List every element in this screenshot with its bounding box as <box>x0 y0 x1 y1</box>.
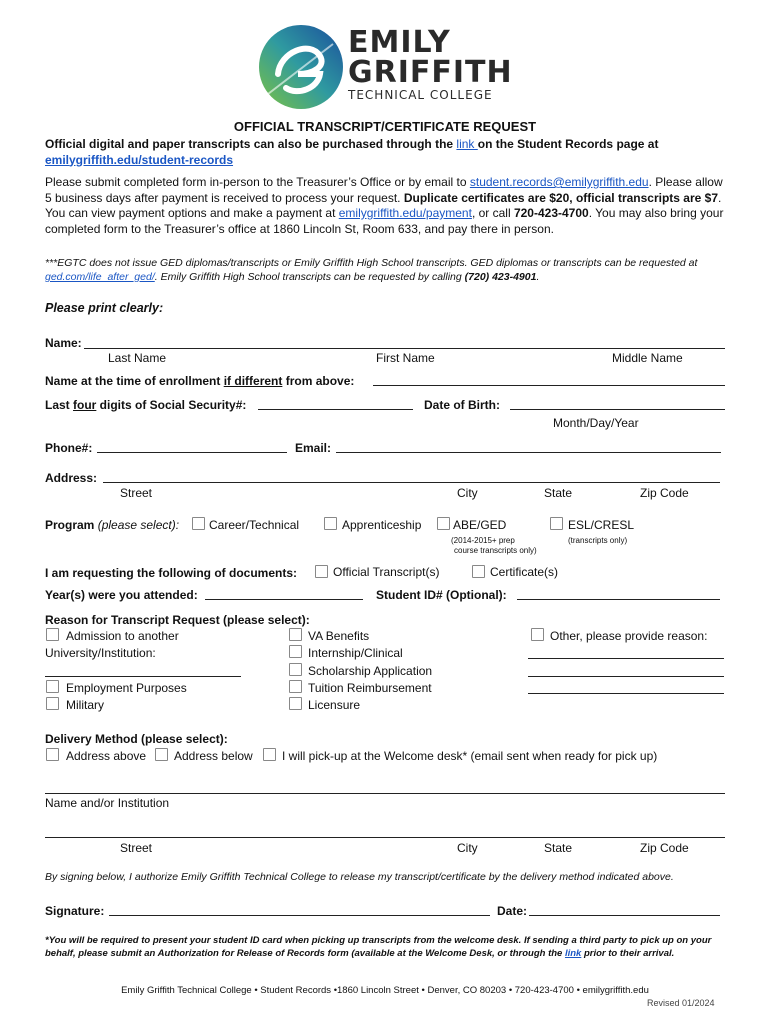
program-apprenticeship-checkbox[interactable] <box>324 517 337 530</box>
phone-label: Phone#: <box>45 441 93 455</box>
logo-line-1: EMILY <box>348 25 451 60</box>
page-footer: Emily Griffith Technical College • Student Records •1860 Lincoln Street • Denver, CO 80203 • 720-423-4700 • emilygriffith.edu <box>121 985 649 996</box>
release-form-link[interactable]: link <box>564 948 582 959</box>
reason-employment-label: Employment Purposes <box>66 681 187 695</box>
para-text-3: . You can view payment options and make a payment at <box>45 190 722 220</box>
student-id-label: Student ID# (Optional): <box>376 588 507 602</box>
reason-other-label: Other, please provide reason: <box>550 629 708 643</box>
note-text-3: . <box>536 271 540 283</box>
ssn-post: digits of Social Security#: <box>96 398 247 412</box>
reason-tuition-label: Tuition Reimbursement <box>308 681 432 695</box>
enrollment-name-label <box>45 374 354 388</box>
name-institution-field[interactable] <box>45 793 725 794</box>
other-reason-field-3[interactable] <box>528 693 724 694</box>
program-esl-checkbox[interactable] <box>550 517 563 530</box>
program-hint: (please select): <box>94 518 180 532</box>
payment-link[interactable]: emilygriffith.edu/payment <box>338 206 472 220</box>
signature-field[interactable] <box>109 915 490 916</box>
enrollment-name-field[interactable] <box>373 385 725 386</box>
program-career-label: Career/Technical <box>209 518 300 532</box>
para-text-2: . Please allow 5 business days after payment is received to process your request. <box>45 175 723 205</box>
name-institution-caption: Name and/or Institution <box>45 796 170 810</box>
dob-label: Date of Birth: <box>424 398 500 412</box>
email-field[interactable] <box>336 452 721 453</box>
zip-caption-2: Zip Code <box>640 841 689 855</box>
reason-licensure-label: Licensure <box>308 698 361 712</box>
fee-text: Duplicate certificates are $20, official transcripts are $7 <box>403 190 719 205</box>
pickup-footnote <box>45 934 725 960</box>
name-label: Name: <box>45 336 82 350</box>
reason-admission-label: Admission to another <box>66 629 179 643</box>
note-text-2: . Emily Griffith High School transcripts can be requested by calling <box>154 271 465 283</box>
page-title: OFFICIAL TRANSCRIPT/CERTIFICATE REQUEST <box>233 119 537 134</box>
street-caption: Street <box>120 486 153 500</box>
reason-military-checkbox[interactable] <box>46 697 59 710</box>
delivery-address-below-checkbox[interactable] <box>155 748 168 761</box>
authorization-statement: By signing below, I authorize Emily Griffith Technical College to release my transcript/certificate by the delivery method indicated above. <box>45 871 674 883</box>
student-id-field[interactable] <box>517 599 720 600</box>
state-caption: State <box>544 486 573 500</box>
program-career-checkbox[interactable] <box>192 517 205 530</box>
enroll-pre: Name at the time of enrollment <box>45 374 224 388</box>
ssn-field[interactable] <box>258 409 413 410</box>
other-reason-field-1[interactable] <box>528 658 724 659</box>
intro-text <box>45 137 725 168</box>
email-label: Email: <box>295 441 332 455</box>
state-caption-2: State <box>544 841 573 855</box>
print-clearly-label: Please print clearly: <box>45 301 164 315</box>
last-name-caption: Last Name <box>108 351 167 365</box>
reason-military-label: Military <box>66 698 104 712</box>
reason-licensure-checkbox[interactable] <box>289 697 302 710</box>
delivery-address-below-label: Address below <box>174 749 253 763</box>
note-text-1: ***EGTC does not issue GED diplomas/transcripts or Emily Griffith High School transcripts. GED diplomas or transcripts can be requested at <box>45 257 698 269</box>
instructions-paragraph <box>45 175 725 237</box>
enroll-u: if different <box>223 374 283 388</box>
zip-caption: Zip Code <box>640 486 689 500</box>
hs-phone: (720) 423-4901 <box>464 271 537 283</box>
reason-admission-label-2: University/Institution: <box>45 646 156 660</box>
street-caption-2: Street <box>120 841 153 855</box>
certificate-checkbox[interactable] <box>472 565 485 578</box>
city-caption-2: City <box>457 841 478 855</box>
reason-admission-checkbox[interactable] <box>46 628 59 641</box>
first-name-caption: First Name <box>376 351 435 365</box>
email-link[interactable]: student.records@emilygriffith.edu <box>469 175 649 189</box>
program-esl-label: ESL/CRESL <box>568 518 635 532</box>
reason-employment-checkbox[interactable] <box>46 680 59 693</box>
phone-number: 720-423-4700 <box>513 206 589 220</box>
reason-scholarship-label: Scholarship Application <box>308 664 433 678</box>
dob-field[interactable] <box>510 409 725 410</box>
date-label: Date: <box>497 904 528 918</box>
name-field[interactable] <box>84 348 725 349</box>
records-url-link[interactable]: emilygriffith.edu/student-records <box>45 152 234 167</box>
ssn-u: four <box>73 398 97 412</box>
years-label: Year(s) were you attended: <box>45 588 198 602</box>
official-transcript-label: Official Transcript(s) <box>333 565 440 579</box>
ged-note <box>45 256 725 284</box>
signature-label: Signature: <box>45 904 105 918</box>
abe-note-1: (2014-2015+ prep <box>451 536 515 545</box>
documents-label: I am requesting the following of documents: <box>45 566 298 580</box>
ssn-label <box>45 398 246 412</box>
reason-other-checkbox[interactable] <box>531 628 544 641</box>
reason-va-label: VA Benefits <box>308 629 370 643</box>
ssn-pre: Last <box>45 398 74 412</box>
official-transcript-checkbox[interactable] <box>315 565 328 578</box>
delivery-pickup-checkbox[interactable] <box>263 748 276 761</box>
institution-field[interactable] <box>45 676 241 677</box>
esl-note: (transcripts only) <box>568 536 628 545</box>
program-abe-label: ABE/GED <box>453 518 507 532</box>
delivery-address-above-label: Address above <box>66 749 147 763</box>
ged-link[interactable]: ged.com/life_after_ged/ <box>45 271 155 283</box>
date-field[interactable] <box>529 915 720 916</box>
para-text-5: . You may also bring your completed form to the Treasurer’s office at 1860 Lincoln St, Room 633, and pay there in person. <box>45 206 724 236</box>
footnote-text-2: prior to their arrival. <box>581 948 675 959</box>
years-field[interactable] <box>205 599 363 600</box>
intro-bold-pre: Official digital and paper transcripts can also be purchased through the <box>45 137 457 151</box>
para-text-4: , or call <box>471 206 514 220</box>
middle-name-caption: Middle Name <box>612 351 683 365</box>
reason-internship-label: Internship/Clinical <box>308 646 403 660</box>
intro-bold-post: on the Student Records page at <box>477 137 659 151</box>
phone-field[interactable] <box>97 452 287 453</box>
footnote-text-1: *You will be required to present your student ID card when picking up transcripts from the welcome desk. If sending a third party to pick up on your behalf, please submit an Authorization for Release of Records form (available at the Welcome Desk, or through the <box>45 935 712 959</box>
other-reason-field-2[interactable] <box>528 676 724 677</box>
reason-tuition-checkbox[interactable] <box>289 680 302 693</box>
reason-internship-checkbox[interactable] <box>289 645 302 658</box>
enroll-post: from above: <box>282 374 355 388</box>
reason-scholarship-checkbox[interactable] <box>289 663 302 676</box>
delivery-label: Delivery Method (please select): <box>45 732 228 746</box>
logo-line-2: GRIFFITH <box>348 55 513 90</box>
delivery-address-field[interactable] <box>45 837 725 838</box>
dob-caption: Month/Day/Year <box>553 416 639 430</box>
certificate-label: Certificate(s) <box>490 565 559 579</box>
revised-date: Revised 01/2024 <box>647 998 715 1008</box>
program-label <box>45 518 179 532</box>
address-label: Address: <box>45 471 98 485</box>
para-text-1: Please submit completed form in-person to the Treasurer’s Office or by email to <box>45 175 470 189</box>
delivery-pickup-label: I will pick-up at the Welcome desk* (email sent when ready for pick up) <box>282 749 658 763</box>
city-caption: City <box>457 486 478 500</box>
records-link[interactable]: link <box>456 137 478 151</box>
abe-note-2: course transcripts only) <box>454 546 537 555</box>
delivery-address-above-checkbox[interactable] <box>46 748 59 761</box>
address-field[interactable] <box>103 482 720 483</box>
reason-label: Reason for Transcript Request (please select): <box>45 613 310 627</box>
program-label-text: Program <box>45 518 95 532</box>
program-apprenticeship-label: Apprenticeship <box>342 518 422 532</box>
program-abe-checkbox[interactable] <box>437 517 450 530</box>
reason-va-checkbox[interactable] <box>289 628 302 641</box>
logo-line-3: TECHNICAL COLLEGE <box>348 88 493 102</box>
logo-mark-icon <box>258 24 344 110</box>
